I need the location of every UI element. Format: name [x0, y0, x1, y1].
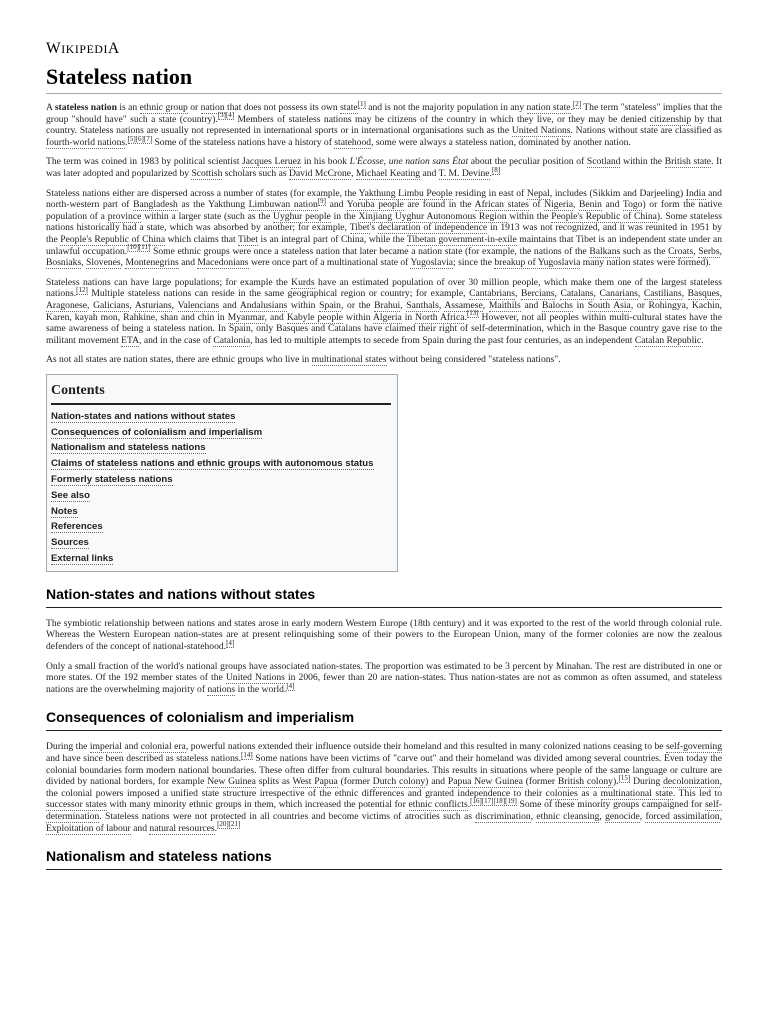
toc-item[interactable] [51, 425, 391, 441]
wiki-link[interactable]: state [340, 102, 358, 113]
wiki-link[interactable]: Dutch colony [372, 776, 426, 788]
wiki-link[interactable]: Uyghur people [273, 210, 331, 222]
article-body [46, 99, 723, 880]
toc-item[interactable] [51, 519, 391, 535]
toc-item[interactable] [51, 456, 391, 472]
wiki-link[interactable]: Valencians [177, 299, 220, 311]
wiki-link[interactable]: T. M. Devine [438, 167, 490, 179]
toc-item-label[interactable]: References [51, 521, 103, 533]
wiki-link[interactable]: self-determination [46, 799, 722, 822]
wiki-link[interactable]: natural resources [149, 822, 215, 834]
toc-item[interactable] [51, 535, 391, 551]
wiki-link[interactable]: Montenegrins [125, 257, 179, 269]
citation[interactable] [218, 111, 234, 120]
wiki-link[interactable]: Santhals [406, 299, 439, 311]
citation-link[interactable]: [8] [491, 165, 501, 174]
table-of-contents [46, 374, 398, 572]
intro-paragraph-4: Stateless nations can have large populations; for example the Kurds have an estimated population of over 30 million people, which make them one of the largest stateless nations.[12] Multiple stateless nations can reside in the same geographical region or country; for example, Cantabrians, Bercians, Catalans, Canarians, Castilians, Basques, Aragonese, Galicians, Asturians, Valencians and Andalusians within Spain, or the Brahui, Santhals, Assamese, Maithils and Balochs in South Asia, or Rohingya, Kachin, Karen, kayah mon, Rahkine, shan and chin in Myanmar, and Kabyle people within Algeria in North Africa.[13] However, not all peoples within multi-cultural states have the same awareness of being a stateless nation. In Spain, only Basques and Catalans have claimed their right of self-determination, which in the Basque country gave rise to the militant movement ETA, and in the case of Catalonia, has led to multiple attempts to secede from Spain during the past four centuries, as an independent Catalan Republic. [46, 276, 723, 346]
citation-link[interactable]: [12] [76, 286, 88, 295]
citation-link[interactable]: [20][21] [217, 820, 241, 829]
wiki-link[interactable]: Balkans [589, 245, 621, 257]
page-title: Stateless nation [46, 64, 193, 89]
wiki-link[interactable]: Assamese [444, 299, 483, 311]
wiki-link[interactable]: Serbs [698, 245, 720, 257]
wiki-link[interactable]: nation state [526, 102, 571, 113]
wiki-link[interactable]: Benin [579, 199, 602, 211]
wiki-link[interactable]: Maithils [488, 299, 521, 311]
wiki-link[interactable]: genocide [605, 810, 640, 822]
wiki-link[interactable]: People's Republic of China [60, 233, 166, 245]
book-title: L'Écosse, une nation sans État [349, 156, 469, 168]
wiki-link[interactable]: New Guinea [207, 776, 256, 788]
wiki-link[interactable]: Papua New Guinea [447, 776, 523, 788]
wiki-link[interactable]: ETA [121, 334, 140, 346]
toc-item[interactable] [51, 551, 391, 567]
intro-paragraph-3: Stateless nations either are dispersed across a number of states (for example, the Yakthung Limbu People residing in east of Nepal, includes (Sikkim and Darjeeling) India and north-western part of Bangladesh as the Yakthung Limbuwan nation[9] and Yoruba people are found in the African states of Nigeria, Benin and Togo) or form the native population of a province within a larger state (such as the Uyghur people in the Xinjiang Uyghur Autonomous Region within the People's Republic of China). Some stateless nations historically had a state, which was absorbed by another; for example, Tibet's declaration of independence in 1913 was not recognized, and it was reunited in 1951 by the People's Republic of China which claims that Tibet is an integral part of China, while the Tibetan government-in-exile maintains that Tibet is an independent state under an unlawful occupation.[10][11] Some ethnic groups were once a stateless nation that later became a nation state (for example, the nations of the Balkans such as the Croats, Serbs, Bosniaks, Slovenes, Montenegrins and Macedonians were once part of a multinational state of Yugoslavia; since the breakup of Yugoslavia many nation states were formed). [46, 187, 722, 269]
wiki-link[interactable]: United Nations [225, 672, 285, 684]
wiki-link[interactable]: Macedonians [197, 257, 249, 269]
toc-item[interactable] [51, 440, 391, 456]
toc-item-label[interactable]: Notes [51, 505, 78, 517]
toc-item-label[interactable]: Nation-states and nations without states [51, 410, 236, 422]
wiki-link[interactable]: decolonization [663, 776, 720, 788]
section-paragraph: Only a small fraction of the world's national groups have associated nation-states. The proportion was estimated to be 3 percent by Minahan. The rest are distributed in one or more states. Of the 192 member states of the United Nations in 2006, fewer than 20 are nation-states. Thus nation-states are not as common as often assumed, and stateless nations are the overwhelming majority of nations in the world.[4] [46, 660, 722, 695]
wiki-link[interactable]: nations [207, 683, 236, 695]
citation-link[interactable]: [3][4] [217, 111, 235, 120]
citation[interactable] [217, 820, 240, 829]
citation-link[interactable]: [5][6][7] [127, 134, 153, 143]
citation-link[interactable]: [10][11] [127, 243, 151, 252]
wiki-link[interactable]: Scottish [191, 167, 223, 179]
wiki-link[interactable]: British colony [557, 776, 613, 788]
toc-list [51, 409, 391, 567]
bold-term: stateless nation [54, 102, 117, 113]
wiki-link[interactable]: David McCrone [288, 167, 352, 179]
wiki-link[interactable]: North Africa [415, 311, 465, 323]
wiki-link[interactable]: ethnic cleansing [536, 810, 600, 822]
citation[interactable] [127, 243, 150, 252]
section-heading: Consequences of colonialism and imperialism [46, 709, 722, 731]
wiki-link[interactable]: Catalans [560, 288, 594, 300]
toc-item-label[interactable]: Claims of stateless nations and ethnic groups with autonomous status [51, 458, 374, 470]
citation[interactable] [226, 639, 234, 648]
wiki-link[interactable]: India [685, 187, 706, 199]
wiki-link[interactable]: nation [200, 102, 225, 113]
wiki-link[interactable]: Spain [319, 299, 341, 311]
wiki-link[interactable]: Slovenes [85, 257, 121, 269]
section-paragraph: The symbiotic relationship between nations and states arose in early modern Western Europe (18th century) and it was exported to the rest of the world through colonial rule. Whereas the Western European nation-states are at present relinquishing some of their powers to the European Union, many of the former colonies are now the zealous defenders of the concept of national-statehood.[4] [46, 617, 722, 653]
wiki-link[interactable]: African states [474, 199, 529, 211]
citation-link[interactable]: [16][17][18][19] [470, 797, 517, 806]
wiki-link[interactable]: Bercians [520, 288, 555, 300]
wiki-link[interactable]: Cantabrians [469, 288, 515, 300]
toc-item-label[interactable]: Formerly stateless nations [51, 474, 173, 486]
citation[interactable] [573, 100, 581, 109]
section-heading: Nationalism and stateless nations [46, 848, 722, 870]
wiki-link[interactable]: province [107, 210, 142, 222]
wiki-link[interactable]: Jacques Leruez [242, 156, 302, 168]
wiki-link[interactable]: Michael Keating [355, 167, 421, 179]
citation[interactable] [492, 166, 500, 175]
intro-paragraph-1: A stateless nation is an ethnic group or nation that does not possess its own state[1] and is not the majority population in any nation state.[2] The term "stateless" implies that the group "should have" such a state (country).[3][4] Members of stateless nations may be citizens of the country in which they live, or they may be denied citizenship by that country. Stateless nations are usually not represented in international sports or in international organisations such as the United Nations. Nations without state are classified as fourth-world nations.[5][6][7] Some of the stateless nations have a history of statehood, some were always a stateless nation, dominated by another nation. [46, 99, 723, 148]
citation[interactable] [470, 797, 517, 806]
intro-paragraph-2: The term was coined in 1983 by political scientist Jacques Leruez in his book L'Écosse, une nation sans État about the peculiar position of Scotland within the British state. It was later adopted and popularized by Scottish scholars such as David McCrone, Michael Keating and T. M. Devine.[8] [46, 156, 722, 179]
wiki-link[interactable]: Limbuwan nation [248, 199, 318, 211]
wiki-link[interactable]: Croats [668, 245, 694, 257]
wiki-link[interactable]: Kurds [291, 276, 315, 288]
citation[interactable] [467, 309, 479, 318]
wiki-link[interactable]: Tibet [238, 233, 258, 245]
citation-link[interactable]: [4] [286, 681, 295, 690]
toc-item[interactable] [51, 409, 391, 425]
citation-link[interactable]: [1] [357, 99, 366, 108]
wiki-link[interactable]: Catalan Republic [634, 334, 702, 346]
wiki-link[interactable]: colonies [545, 787, 578, 799]
wiki-link[interactable]: Bangladesh [133, 199, 178, 211]
wiki-link[interactable]: Catalonia [213, 334, 251, 346]
wiki-link[interactable]: Nepal [526, 187, 550, 199]
wiki-link[interactable]: Myanmar [227, 311, 265, 323]
section-paragraph: During the imperial and colonial era, powerful nations extended their influence outside their homeland and this resulted in many colonized nations ceasing to be self-governing and have since been described as stateless nations.[14] Some nations have been victims of "carve out" and their homeland was divided among several countries. Even today the colonial boundaries form modern national boundaries. These often differ from cultural boundaries. This results in situations where people of the same language or culture are divided by national borders, for example New Guinea splits as West Papua (former Dutch colony) and Papua New Guinea (former British colony).[15] During decolonization, the colonial powers imposed a unified state structure irrespective of the ethnic differences and granted independence to their colonies as a multinational state. This led to successor states with many minority ethnic groups in them, which increased the potential for ethnic conflicts.[16][17][18][19] Some of these minority groups campaigned for self-determination. Stateless nations were not protected in all countries and become victims of atrocities such as discrimination, ethnic cleansing, genocide, forced assimilation, Exploitation of labour and natural resources.[20][21] [46, 741, 723, 834]
citation[interactable] [286, 682, 294, 691]
wiki-link[interactable]: People's Republic of China [551, 210, 657, 222]
citation-link[interactable]: [9] [317, 196, 326, 205]
wiki-link[interactable]: Kabyle people [286, 311, 344, 323]
citation-link[interactable]: [13] [466, 309, 479, 318]
toc-item-label[interactable]: Nationalism and stateless nations [51, 442, 206, 454]
toc-item-label[interactable]: Consequences of colonialism and imperialism [51, 426, 263, 438]
toc-item[interactable] [51, 504, 391, 520]
article-intro [46, 99, 723, 366]
wiki-link[interactable]: United Nations [511, 125, 571, 137]
article-sections [46, 586, 722, 870]
wiki-link[interactable]: statehood [334, 136, 372, 148]
wiki-link[interactable]: Aragonese [46, 299, 88, 311]
wiki-link[interactable]: fourth-world nations [46, 136, 126, 148]
wiki-link[interactable]: Yoruba people [346, 199, 404, 211]
toc-item[interactable] [51, 488, 391, 504]
wiki-link[interactable]: colonial era [140, 741, 186, 753]
wiki-link[interactable]: Tibet [349, 222, 370, 234]
wiki-link[interactable]: Nigeria [544, 199, 573, 211]
citation[interactable] [619, 774, 631, 783]
wiki-link[interactable]: ethnic group [139, 102, 188, 113]
citation[interactable] [76, 286, 88, 295]
citation-link[interactable]: [14] [241, 750, 253, 759]
wiki-link[interactable]: Bosniaks [46, 257, 82, 269]
toc-item[interactable] [51, 472, 391, 488]
wiki-link[interactable]: Algeria [372, 311, 402, 323]
title-divider [46, 93, 722, 94]
wiki-link[interactable]: Yugoslavia [410, 257, 454, 269]
wiki-link[interactable]: West Papua [292, 776, 338, 788]
citation[interactable] [358, 100, 366, 109]
intro-paragraph-5: As not all states are nation states, there are ethnic groups who live in multinational states without being considered "stateless nations". [46, 354, 561, 366]
wiki-link[interactable]: declaration of independence [377, 222, 488, 234]
wiki-link[interactable]: Scotland [586, 156, 621, 168]
wiki-link[interactable]: Andalusians [239, 299, 288, 311]
wiki-link[interactable]: Tibetan government-in-exile [406, 233, 517, 245]
wiki-link[interactable]: Exploitation of labour [46, 822, 131, 834]
wiki-link[interactable]: discrimination [475, 810, 531, 822]
wiki-link[interactable]: self-governing [666, 741, 722, 753]
citation-link[interactable]: [4] [226, 638, 235, 647]
wiki-link[interactable]: ethnic conflicts [408, 799, 468, 811]
citation-link[interactable]: [15] [618, 774, 631, 782]
citation[interactable] [318, 197, 326, 206]
wiki-link[interactable]: Castilians [643, 288, 682, 300]
wiki-link[interactable]: Yakthung Limbu People [358, 187, 453, 199]
wikipedia-wordmark[interactable]: WIKIPEDIA [46, 40, 120, 57]
wiki-link[interactable]: Brahui [374, 299, 401, 311]
wiki-link[interactable]: Canarians [599, 288, 638, 300]
toc-item-label[interactable]: See also [51, 489, 90, 501]
wiki-link[interactable]: Basques [687, 288, 720, 300]
wiki-link[interactable]: Togo [622, 199, 643, 211]
wiki-link[interactable]: Asturians [134, 299, 172, 311]
wiki-link[interactable]: breakup of Yugoslavia [494, 257, 581, 269]
toc-item-label[interactable]: Sources [51, 537, 89, 549]
wiki-link[interactable]: Xinjiang Uyghur Autonomous Region [358, 210, 507, 222]
toc-title: Contents [51, 383, 391, 405]
wiki-link[interactable]: imperial [89, 741, 122, 753]
wiki-link[interactable]: successor states [46, 799, 107, 811]
wiki-link[interactable]: Balochs [541, 299, 573, 311]
wiki-link[interactable]: forced assimilation [645, 810, 720, 822]
wiki-link[interactable]: South Asia [587, 299, 631, 311]
wiki-link[interactable]: Galicians [93, 299, 130, 311]
toc-item-label[interactable]: External links [51, 553, 114, 565]
citation[interactable] [241, 751, 253, 760]
wiki-link[interactable]: citizenship [649, 113, 692, 125]
wiki-link[interactable]: multinational states [311, 354, 387, 366]
citation-link[interactable]: [2] [572, 99, 582, 108]
wiki-link[interactable]: multinational state [600, 787, 673, 799]
section-heading: Nation-states and nations without states [46, 586, 722, 608]
citation[interactable] [128, 135, 153, 144]
wiki-link[interactable]: British state [664, 156, 712, 168]
